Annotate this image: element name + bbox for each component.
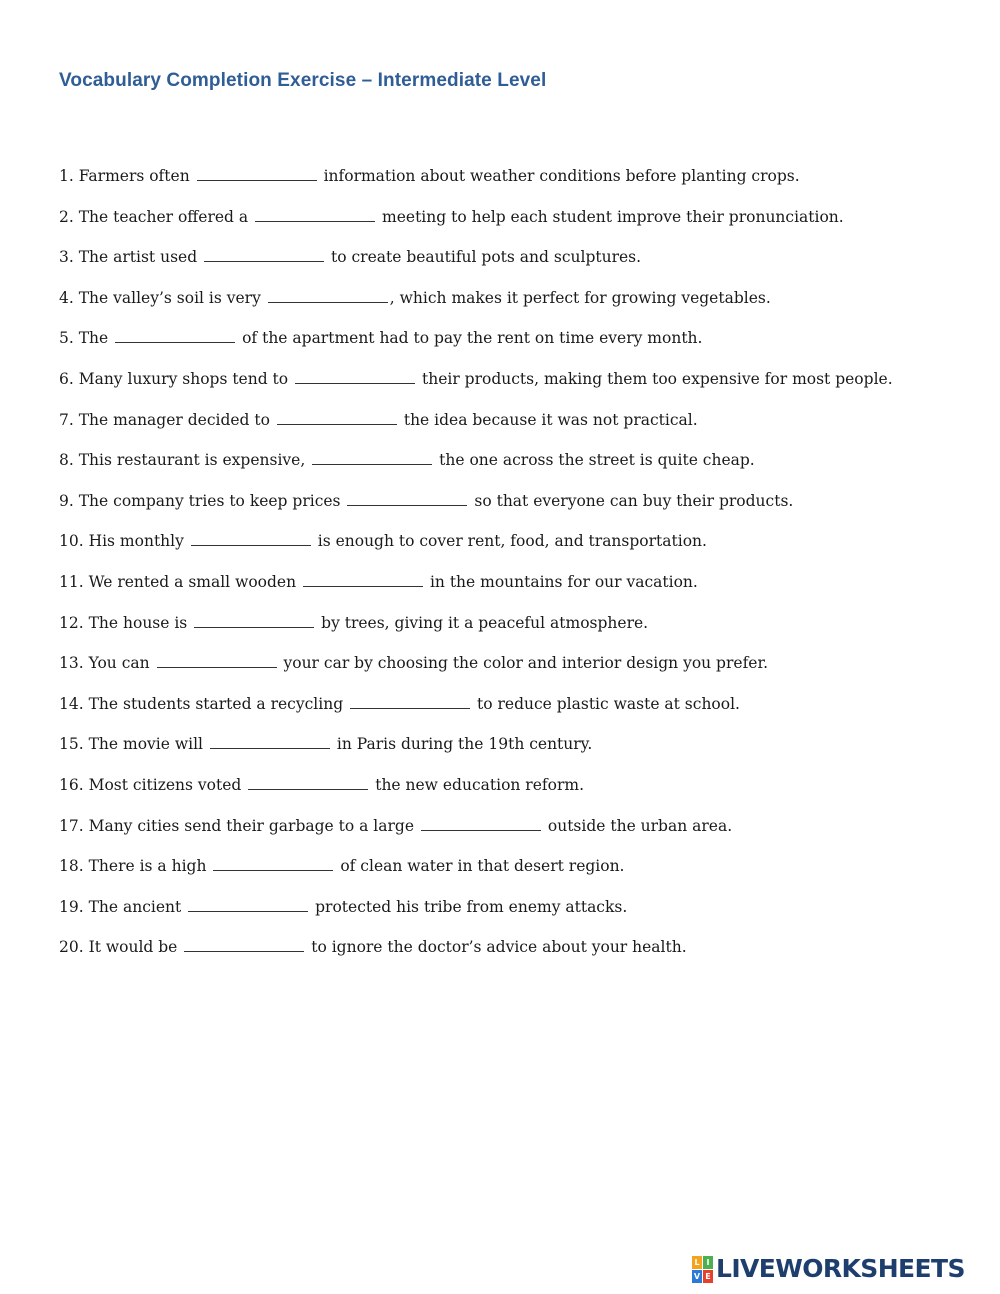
brand-icon-letter: V: [693, 1271, 701, 1281]
question-text-after: , which makes it perfect for growing vegetables.: [389, 288, 771, 307]
answer-blank[interactable]: [248, 775, 368, 790]
question-text-before: 5. The: [59, 329, 109, 348]
question-text-before: 1. Farmers often: [59, 167, 190, 185]
question-text-before: 16. Most citizens voted: [59, 775, 242, 794]
answer-blank[interactable]: [295, 369, 415, 384]
question-text-after: is enough to cover rent, food, and transportation.: [317, 532, 707, 551]
page-title: Vocabulary Completion Exercise – Intermediate Level: [59, 70, 547, 91]
question-item: [59, 245, 959, 286]
answer-blank[interactable]: [194, 613, 314, 628]
answer-blank[interactable]: [347, 491, 467, 506]
answer-blank[interactable]: [303, 572, 423, 587]
answer-blank[interactable]: [115, 328, 235, 343]
answer-blank[interactable]: [421, 816, 541, 831]
answer-blank[interactable]: [184, 937, 304, 952]
question-item: [59, 611, 959, 652]
question-text-after: the one across the street is quite cheap.: [439, 451, 755, 470]
question-item: [59, 489, 959, 530]
question-text-after: information about weather conditions before planting crops.: [323, 167, 800, 185]
question-text-after: in Paris during the 19th century.: [336, 735, 593, 754]
question-text-after: by trees, giving it a peaceful atmosphere.: [321, 613, 649, 632]
answer-blank[interactable]: [204, 247, 324, 262]
question-item: [59, 326, 959, 367]
question-item: [59, 367, 959, 408]
brand-icon-letter: L: [692, 1256, 702, 1269]
question-text-after: so that everyone can buy their products.: [474, 491, 794, 510]
question-item: [59, 935, 959, 976]
answer-blank[interactable]: [188, 897, 308, 912]
question-text-before: 12. The house is: [59, 613, 188, 632]
question-item: [59, 205, 959, 246]
liveworksheets-logo: [692, 1255, 965, 1283]
question-text-before: 14. The students started a recycling: [59, 694, 344, 713]
question-text-before: 4. The valley’s soil is very: [59, 288, 261, 307]
question-text-before: 8. This restaurant is expensive,: [59, 451, 306, 470]
question-item: [59, 408, 959, 449]
question-item: [59, 692, 959, 733]
brand-name: LIVEWORKSHEETS: [716, 1254, 965, 1283]
question-text-before: 9. The company tries to keep prices: [59, 491, 341, 510]
question-text-before: 3. The artist used: [59, 248, 198, 267]
question-text-before: 13. You can: [59, 654, 150, 673]
question-text-before: 20. It would be: [59, 938, 178, 957]
question-text-after: protected his tribe from enemy attacks.: [315, 897, 628, 916]
answer-blank[interactable]: [213, 856, 333, 871]
question-text-before: 10. His monthly: [59, 532, 184, 551]
question-text-after: the new education reform.: [375, 775, 584, 794]
brand-icon-letter: E: [703, 1270, 713, 1283]
question-text-after: your car by choosing the color and interior design you prefer.: [283, 654, 769, 673]
answer-blank[interactable]: [277, 410, 397, 425]
question-item: [59, 732, 959, 773]
brand-icon-letter: I: [703, 1256, 713, 1269]
question-text-after: to ignore the doctor’s advice about your health.: [311, 938, 687, 957]
question-item: [59, 570, 959, 611]
answer-blank[interactable]: [157, 653, 277, 668]
question-item: [59, 773, 959, 814]
question-item: [59, 814, 959, 855]
question-item: [59, 529, 959, 570]
question-text-before: 15. The movie will: [59, 735, 203, 754]
question-text-after: meeting to help each student improve their pronunciation.: [382, 207, 844, 226]
answer-blank[interactable]: [312, 450, 432, 465]
answer-blank[interactable]: [210, 734, 330, 749]
question-text-before: 19. The ancient: [59, 897, 182, 916]
question-text-before: 2. The teacher offered a: [59, 207, 249, 226]
question-item: [59, 651, 959, 692]
question-list: [59, 164, 959, 976]
question-text-before: 6. Many luxury shops tend to: [59, 369, 289, 388]
answer-blank[interactable]: [191, 531, 311, 546]
question-text-after: to create beautiful pots and sculptures.: [331, 248, 642, 267]
question-text-after: to reduce plastic waste at school.: [477, 694, 740, 713]
question-text-after: the idea because it was not practical.: [403, 410, 698, 429]
answer-blank[interactable]: [268, 288, 388, 303]
answer-blank[interactable]: [197, 166, 317, 181]
question-text-before: 11. We rented a small wooden: [59, 572, 297, 591]
question-text-before: 18. There is a high: [59, 857, 207, 876]
answer-blank[interactable]: [350, 694, 470, 709]
question-text-before: 7. The manager decided to: [59, 410, 270, 429]
question-text-after: in the mountains for our vacation.: [429, 572, 698, 591]
question-text-after: of the apartment had to pay the rent on time every month.: [242, 329, 703, 348]
question-text-after: their products, making them too expensive for most people.: [422, 369, 893, 388]
question-text-after: of clean water in that desert region.: [340, 857, 625, 876]
question-item: [59, 164, 959, 205]
question-text-before: 17. Many cities send their garbage to a large: [59, 816, 414, 835]
question-item: [59, 895, 959, 936]
question-item: [59, 286, 959, 327]
question-text-after: outside the urban area.: [547, 816, 733, 835]
question-item: [59, 854, 959, 895]
liveworksheets-icon: [692, 1256, 713, 1283]
answer-blank[interactable]: [255, 207, 375, 222]
question-item: [59, 448, 959, 489]
